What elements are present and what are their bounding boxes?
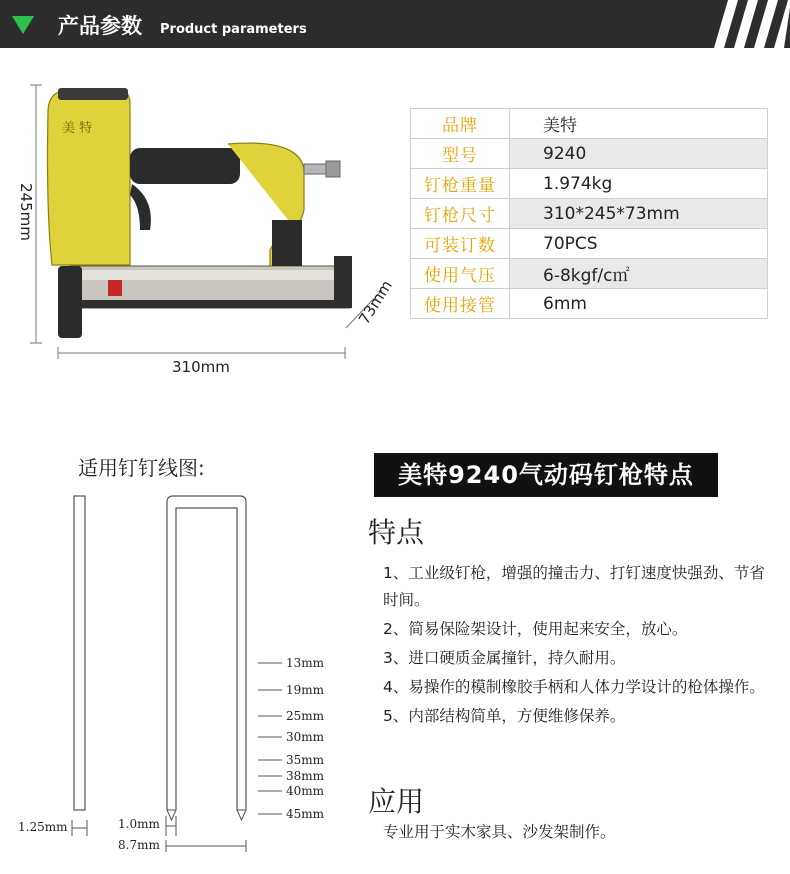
staple-length-label: 45mm xyxy=(286,807,325,821)
width-dimension-label: 310mm xyxy=(172,358,230,376)
features-banner: 美特9240气动码钉枪特点 xyxy=(374,453,718,497)
spec-value: 310*245*73mm xyxy=(510,199,768,229)
spec-row-pressure xyxy=(411,259,768,289)
brand-logo-emboss: 美 特 xyxy=(62,121,93,136)
staple-side-view xyxy=(74,496,85,810)
nail-gun-illustration xyxy=(0,60,400,380)
wire-width-label: 1.25mm xyxy=(18,820,68,834)
feature-item: 1、工业级钉枪，增强的撞击力、打钉速度快强劲、节省时间。 xyxy=(383,564,765,609)
spec-table xyxy=(410,108,768,319)
staple-diagram xyxy=(0,490,360,860)
staple-length-label: 35mm xyxy=(286,753,325,767)
application-heading: 应用 xyxy=(368,785,425,818)
crown-width-label: 8.7mm xyxy=(118,838,160,852)
spec-row-size xyxy=(411,199,768,229)
spec-value: 1.974kg xyxy=(510,169,768,199)
wire-thickness-label: 1.0mm xyxy=(118,817,160,831)
spec-value: 美特 xyxy=(510,109,768,139)
feature-item: 5、内部结构简单，方便维修保养。 xyxy=(383,707,626,725)
spec-label: 品牌 xyxy=(411,109,510,139)
staple-diagram-title: 适用钉钉线图: xyxy=(78,456,205,480)
features-heading: 特点 xyxy=(368,516,425,549)
spec-label: 钉枪重量 xyxy=(411,169,510,199)
staple-length-label: 19mm xyxy=(286,683,325,697)
header-title-en: Product parameters xyxy=(160,22,307,37)
feature-item: 2、简易保险架设计，使用起来安全，放心。 xyxy=(383,620,688,638)
spec-label: 型号 xyxy=(411,139,510,169)
staple-length-label: 13mm xyxy=(286,656,325,670)
header-stripes-decoration xyxy=(690,0,790,48)
staple-length-label: 30mm xyxy=(286,730,325,744)
staple-length-label: 25mm xyxy=(286,709,325,723)
spec-row-weight xyxy=(411,169,768,199)
height-dimension-label: 245mm xyxy=(17,183,35,241)
header-title-cn: 产品参数 xyxy=(58,14,142,38)
feature-item: 3、进口硬质金属撞针，持久耐用。 xyxy=(383,649,626,667)
section-header xyxy=(0,0,790,48)
triangle-marker-icon xyxy=(12,16,34,34)
spec-label: 使用接管 xyxy=(411,289,510,319)
spec-row-hose xyxy=(411,289,768,319)
spec-value: 6-8kgf/c㎡ xyxy=(510,259,768,289)
staple-length-label: 38mm xyxy=(286,769,325,783)
spec-row-brand xyxy=(411,109,768,139)
depth-dimension-label: 73mm xyxy=(355,277,396,328)
spec-value: 9240 xyxy=(510,139,768,169)
features-list xyxy=(383,560,773,732)
feature-item: 4、易操作的模制橡胶手柄和人体力学设计的枪体操作。 xyxy=(383,678,765,696)
spec-label: 钉枪尺寸 xyxy=(411,199,510,229)
staple-length-label: 40mm xyxy=(286,784,325,798)
spec-value: 70PCS xyxy=(510,229,768,259)
spec-label: 使用气压 xyxy=(411,259,510,289)
spec-row-capacity xyxy=(411,229,768,259)
spec-label: 可装订数 xyxy=(411,229,510,259)
spec-row-model xyxy=(411,139,768,169)
spec-value: 6mm xyxy=(510,289,768,319)
application-text: 专业用于实木家具、沙发架制作。 xyxy=(383,823,616,841)
